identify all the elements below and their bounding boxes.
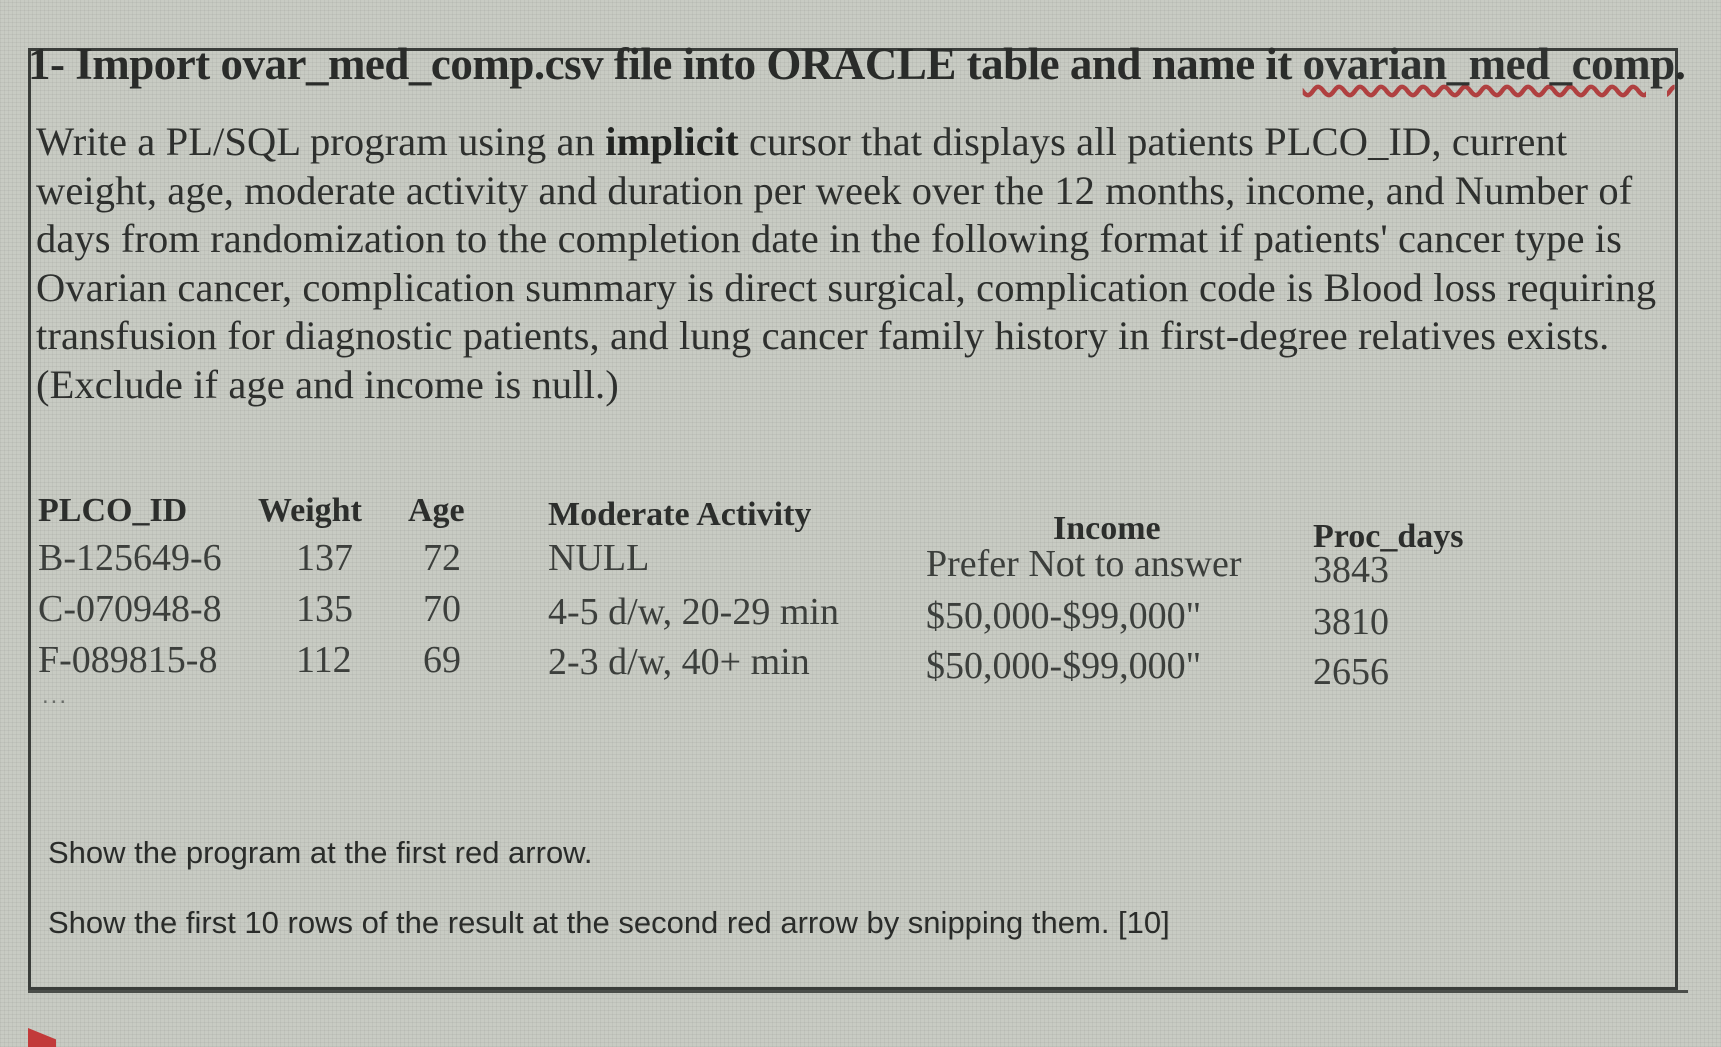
row1-activity: NULL xyxy=(548,537,650,579)
red-arrow-icon xyxy=(28,1028,56,1047)
paragraph-bold-word: implicit xyxy=(605,119,739,164)
row3-plco-id: F-089815-8 xyxy=(38,639,218,681)
note-second-arrow: Show the first 10 rows of the result at the second red arrow by snipping them. [10] xyxy=(48,905,1170,940)
heading-prefix: 1- Import ovar_med_comp.csv file into ORACLE table and name it xyxy=(28,39,1303,89)
header-age: Age xyxy=(408,492,465,529)
note-first-arrow: Show the program at the first red arrow. xyxy=(48,835,593,870)
header-income: Income xyxy=(1053,510,1161,547)
frame-bottom-edge xyxy=(28,990,1688,993)
question-paragraph xyxy=(36,118,1661,409)
table-ellipsis: ... xyxy=(42,682,69,709)
header-activity: Moderate Activity xyxy=(548,496,812,533)
row3-age: 69 xyxy=(423,639,461,681)
row2-plco-id: C-070948-8 xyxy=(38,588,222,630)
row2-weight: 135 xyxy=(296,588,353,630)
question-heading xyxy=(28,38,1686,90)
row3-activity: 2-3 d/w, 40+ min xyxy=(548,641,810,683)
row1-income: Prefer Not to answer xyxy=(926,543,1242,585)
row1-age: 72 xyxy=(423,537,461,579)
row2-activity: 4-5 d/w, 20-29 min xyxy=(548,591,839,633)
row3-proc-days: 2656 xyxy=(1313,651,1389,693)
header-weight: Weight xyxy=(258,492,362,529)
row2-age: 70 xyxy=(423,588,461,630)
row1-weight: 137 xyxy=(296,537,353,579)
row3-income: $50,000-$99,000" xyxy=(926,645,1202,687)
heading-suffix: . xyxy=(1674,39,1686,89)
row1-proc-days: 3843 xyxy=(1313,549,1389,591)
header-proc-days: Proc_days xyxy=(1313,518,1464,555)
header-plco-id: PLCO_ID xyxy=(38,492,188,529)
paragraph-part2: cursor that displays all patients PLCO_ID, current weight, age, moderate activity and duration per week over the 12 months, income, and Number of days from randomization to the completion date in the following format if patients' cancer type is Ovarian cancer, complication summary is direct surgical, complication code is Blood loss requiring transfusion for diagnostic patients, and lung cancer family history in first-degree relatives exists. (Exclude if age and income is null.) xyxy=(36,119,1657,407)
row1-plco-id: B-125649-6 xyxy=(38,537,222,579)
heading-table-name: ovarian_med_comp xyxy=(1302,39,1675,89)
paragraph-part1: Write a PL/SQL program using an xyxy=(36,119,606,164)
row2-proc-days: 3810 xyxy=(1313,601,1389,643)
row2-income: $50,000-$99,000" xyxy=(926,595,1202,637)
row3-weight: 112 xyxy=(296,639,352,681)
